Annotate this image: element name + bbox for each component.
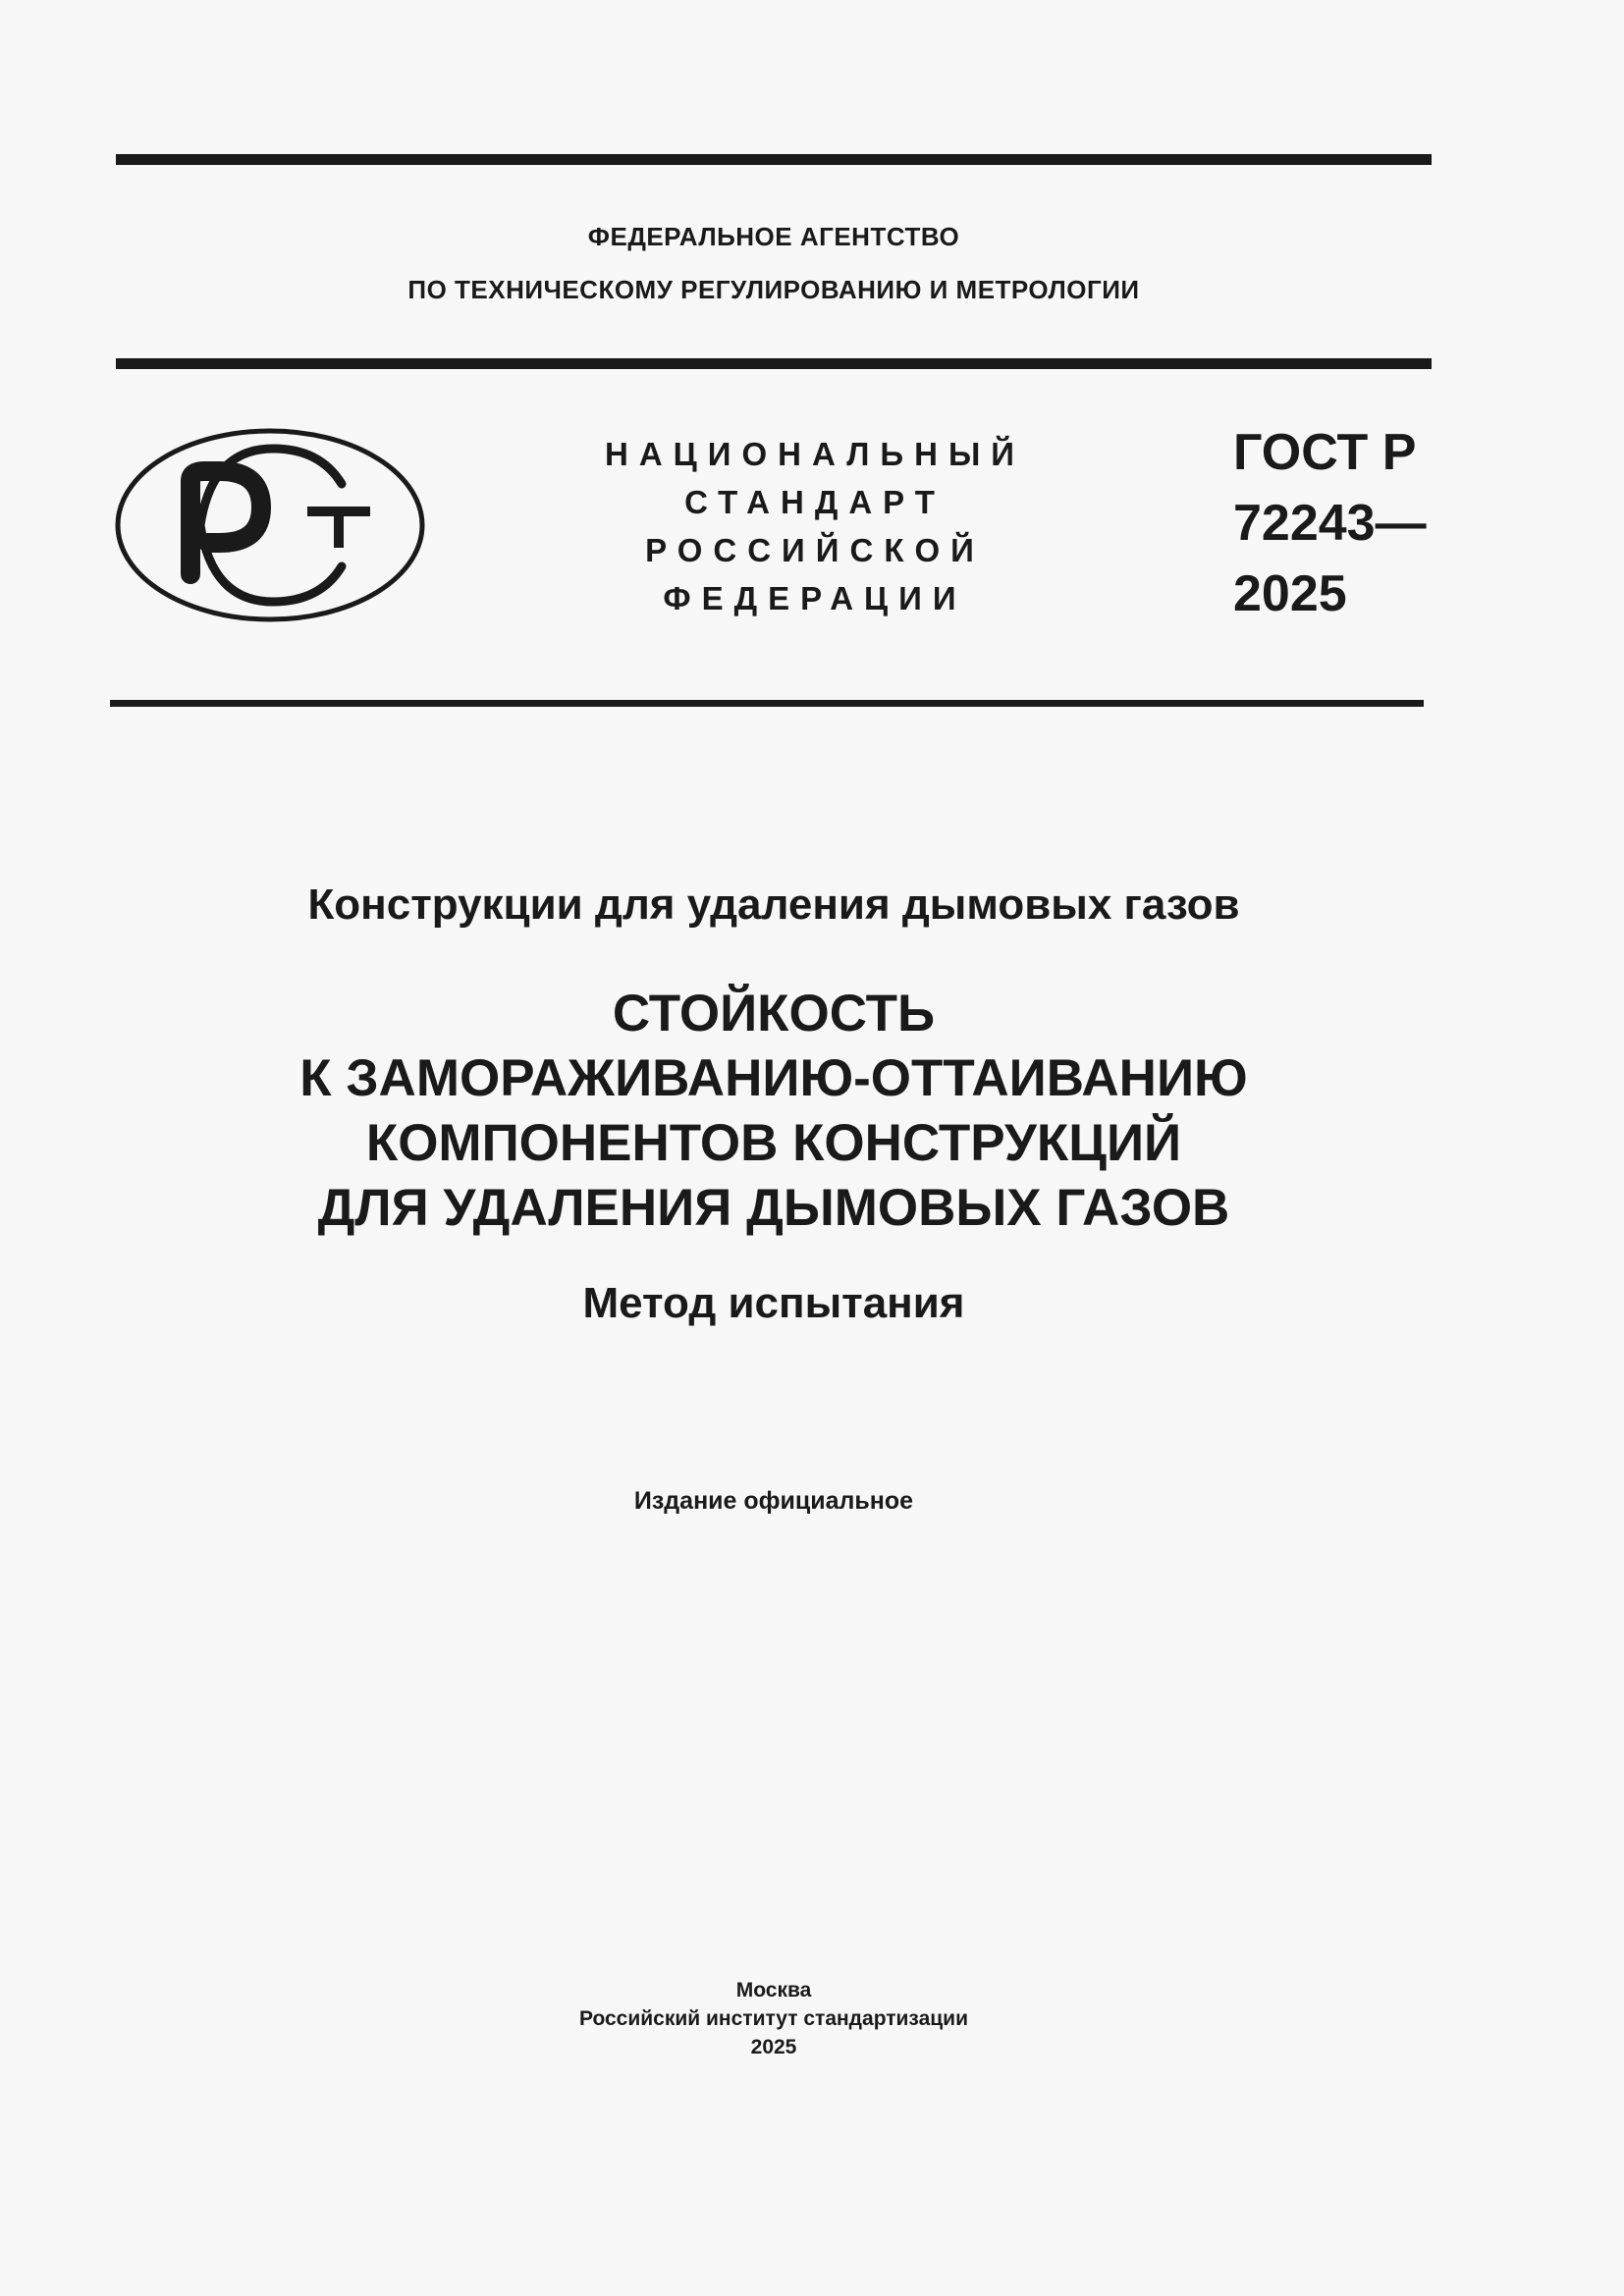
title-block-divider bbox=[110, 700, 1424, 707]
document-subtitle: Конструкции для удаления дымовых газов bbox=[307, 881, 1240, 929]
top-divider bbox=[116, 154, 1432, 165]
designation-line-2: 72243— bbox=[1233, 495, 1427, 552]
designation-line-3: 2025 bbox=[1233, 565, 1347, 622]
designation-line-1: ГОСТ Р bbox=[1233, 424, 1417, 481]
standard-designation bbox=[1233, 417, 1427, 629]
agency-name-line-2: ПО ТЕХНИЧЕСКОМУ РЕГУЛИРОВАНИЮ И МЕТРОЛОГИИ bbox=[407, 275, 1140, 304]
title-line-4: ДЛЯ УДАЛЕНИЯ ДЫМОВЫХ ГАЗОВ bbox=[317, 1179, 1230, 1237]
footer-publisher: Российский институт стандартизации bbox=[578, 2007, 969, 2030]
national-standard-line-3: РОССИЙСКОЙ bbox=[645, 532, 985, 568]
title-line-3: КОМПОНЕНТОВ КОНСТРУКЦИЙ bbox=[365, 1114, 1182, 1172]
rst-certification-logo-icon bbox=[114, 427, 426, 623]
title-line-2: К ЗАМОРАЖИВАНИЮ-ОТТАИВАНИЮ bbox=[299, 1049, 1248, 1107]
national-standard-line-1: НАЦИОНАЛЬНЫЙ bbox=[605, 436, 1025, 472]
national-standard-line-4: ФЕДЕРАЦИИ bbox=[663, 580, 967, 616]
national-standard-label bbox=[569, 430, 1060, 622]
header-divider bbox=[116, 358, 1432, 369]
document-method: Метод испытания bbox=[582, 1279, 965, 1327]
title-line-1: СТОЙКОСТЬ bbox=[612, 985, 936, 1042]
national-standard-line-2: СТАНДАРТ bbox=[684, 484, 946, 520]
publisher-footer bbox=[0, 1976, 1547, 2061]
edition-label: Издание официальное bbox=[633, 1487, 914, 1515]
agency-name-line-1: ФЕДЕРАЛЬНОЕ АГЕНТСТВО bbox=[587, 222, 960, 251]
document-title bbox=[0, 982, 1547, 1241]
footer-year: 2025 bbox=[750, 2036, 797, 2058]
footer-city: Москва bbox=[735, 1979, 812, 2002]
